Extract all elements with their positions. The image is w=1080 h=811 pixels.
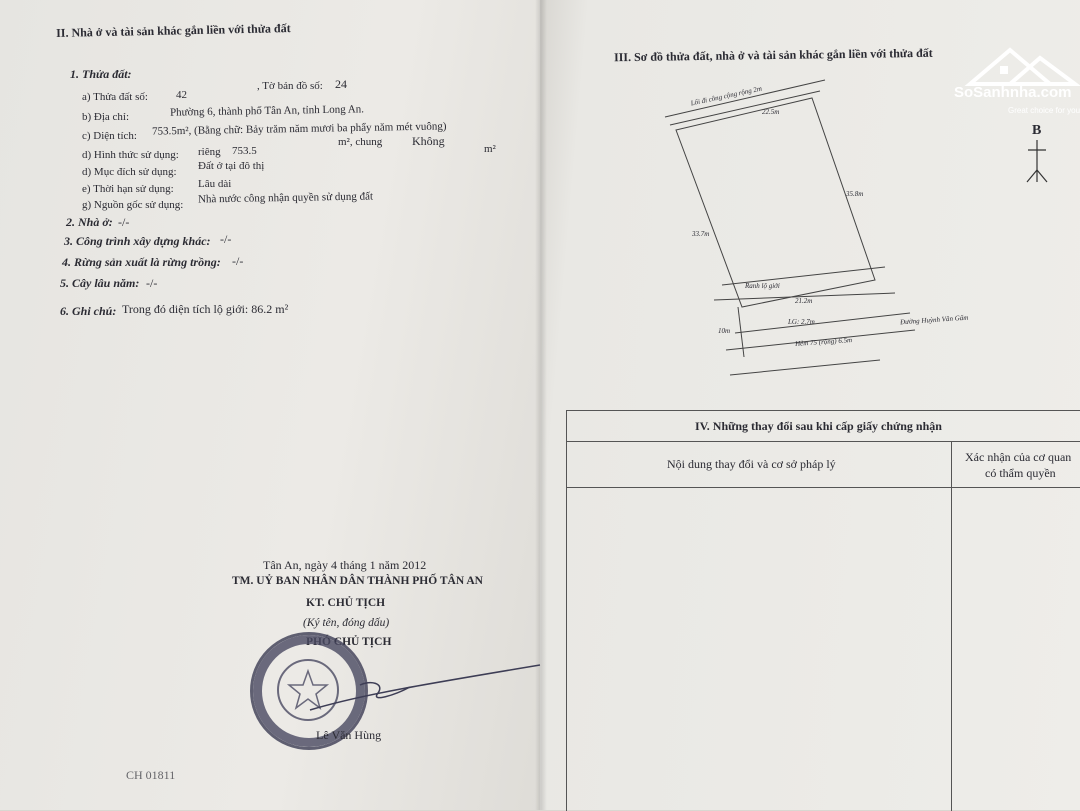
usage-unit-2: m²: [484, 143, 496, 155]
section-1-title: 1. Thửa đất:: [70, 67, 132, 81]
right-header: III. Sơ đồ thửa đất, nhà ở và tài sản khác gắn liền với thửa đất: [613, 45, 933, 65]
north-label: B: [1032, 123, 1042, 138]
top-road-label: Lối đi công cộng rộng 2m: [689, 84, 763, 108]
section-3-title: 3. Công trình xây dựng khác:: [64, 234, 211, 248]
vice-chairman-role: PHÓ CHỦ TỊCH: [306, 636, 392, 648]
logo-tagline: Great choice for you: [1008, 106, 1080, 115]
table-column-divider: [951, 441, 952, 811]
boundary-label: Ranh lộ giới: [745, 282, 780, 290]
side-length: 10m: [718, 327, 731, 335]
address-label: b) Địa chỉ:: [82, 111, 130, 123]
purpose-value: Đất ở tại đô thị: [198, 160, 265, 172]
left-length: 33.7m: [692, 230, 710, 238]
term-label: e) Thời hạn sử dụng:: [82, 183, 174, 195]
street-label: Đường Huỳnh Văn Gấm: [899, 313, 969, 327]
right-length: 35.8m: [846, 190, 864, 198]
section-6-value: Trong đó diện tích lộ giới: 86.2 m²: [122, 302, 289, 316]
changes-table: [566, 410, 1080, 811]
section-4-value: -/-: [232, 254, 244, 268]
signer-name: Lê Văn Hùng: [316, 728, 382, 742]
issue-date: Tân An, ngày 4 tháng 1 năm 2012: [263, 558, 427, 572]
north-arrow-icon: [1022, 140, 1052, 184]
usage-private-value: 753.5: [232, 145, 257, 157]
map-sheet-value: 24: [335, 77, 347, 91]
usage-private-label: riêng: [198, 146, 221, 158]
usage-unit-1: m², chung: [338, 136, 383, 148]
changes-table-title-row: [567, 411, 1080, 442]
col-authority-confirm-1: Xác nhận của cơ quan: [965, 450, 1072, 464]
top-length: 22.5m: [762, 108, 780, 116]
house-logo-icon: [950, 40, 1080, 90]
purpose-label: d) Mục đích sử dụng:: [82, 166, 177, 178]
lg-length: LG: 2.7m: [788, 318, 815, 326]
issuing-authority: TM. UỶ BAN NHÂN DÂN THÀNH PHỐ TÂN AN: [232, 575, 483, 587]
origin-value: Nhà nước công nhận quyền sử dụng đất: [197, 190, 374, 206]
section-3-value: -/-: [220, 232, 232, 246]
section-2-value: -/-: [118, 215, 130, 229]
alley-label: Hẻm 75 (rộng) 6.5m: [794, 336, 853, 348]
address-value: Phường 6, thành phố Tân An, tỉnh Long An.: [169, 103, 365, 119]
map-sheet-label: , Tờ bản đồ số:: [257, 80, 323, 92]
usage-form-label: d) Hình thức sử dụng:: [82, 149, 179, 161]
sign-note: (Ký tên, đóng dấu): [303, 617, 390, 629]
section-4-title: 4. Rừng sản xuất là rừng trồng:: [62, 255, 221, 269]
certificate-code: CH 01811: [126, 768, 176, 782]
col-authority-confirm-2: có thẩm quyền: [985, 466, 1056, 480]
changes-table-title: IV. Những thay đổi sau khi cấp giấy chứng nhận: [695, 419, 942, 433]
origin-label: g) Nguồn gốc sử dụng:: [82, 199, 184, 211]
area-value: 753.5m², (Bằng chữ: Bảy trăm năm mươi ba phẩy năm mét vuông): [151, 120, 447, 138]
left-header: II. Nhà ở và tài sản khác gắn liền với thửa đất: [56, 21, 291, 40]
term-value: Lâu dài: [198, 178, 232, 190]
usage-shared-value: Không: [412, 134, 445, 148]
section-5-title: 5. Cây lâu năm:: [60, 276, 140, 290]
section-5-value: -/-: [146, 276, 158, 290]
col-change-content: Nội dung thay đổi và cơ sở pháp lý: [667, 457, 836, 471]
mid-length: 21.2m: [795, 297, 813, 305]
sosanhnha-logo: [950, 40, 1080, 125]
section-2-title: 2. Nhà ở:: [66, 215, 113, 229]
deputy-role: KT. CHỦ TỊCH: [306, 597, 386, 609]
logo-brand: SoSanhnha.com: [954, 84, 1072, 101]
changes-table-header-row: [567, 441, 1080, 488]
signature-stroke-icon: [300, 655, 550, 725]
section-6-title: 6. Ghi chú:: [60, 304, 117, 318]
plot-number-label: a) Thửa đất số:: [82, 91, 148, 103]
plot-number-value: 42: [176, 89, 187, 101]
area-label: c) Diện tích:: [82, 130, 137, 142]
